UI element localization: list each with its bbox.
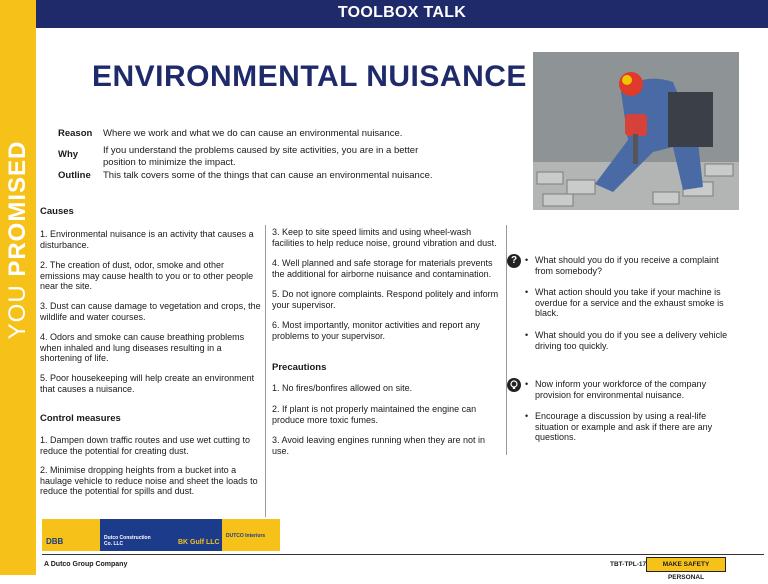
safety-badge: MAKE SAFETY PERSONAL — [646, 557, 726, 572]
question-item: • What should you do if you see a delivery vehicle driving too quickly. — [535, 330, 735, 351]
header-bar — [36, 0, 768, 28]
page-title: ENVIRONMENTAL NUISANCE — [92, 60, 527, 93]
meta-value-outline: This talk covers some of the things that can cause an environmental nuisance. — [103, 170, 433, 181]
logo-bk-gulf-text: BK Gulf LLC — [178, 539, 220, 546]
logo-dutco-interiors — [222, 519, 280, 551]
meta-key-why: Why — [58, 149, 79, 160]
question-icon: ? — [507, 254, 521, 268]
meta-value-why: If you understand the problems caused by site activities, you are in a better position to minimize the impact. — [103, 145, 419, 168]
measure-item: 4. Well planned and safe storage for materials prevents the additional for airborne nuisance and contamination. — [272, 258, 493, 279]
causes-column — [40, 206, 265, 496]
measure-item: 6. Most importantly, monitor activities and report any problems to your supervisor. — [272, 320, 480, 341]
side-word-1: YOU — [4, 276, 31, 340]
precaution-item: 2. If plant is not properly maintained the engine can produce more toxic fumes. — [272, 404, 477, 425]
document-code: TBT-TPL-17 — [610, 561, 647, 568]
logo-dutco-construction-text: Dutco Construction Co. LLC — [104, 535, 151, 547]
control-heading: Control measures — [40, 413, 121, 424]
logo-dutco-interiors-text: DUTCO Interiors — [226, 533, 266, 539]
question-item: • What action should you take if your machine is overdue for a service and the exhaust smoke is black. — [535, 287, 735, 319]
lightbulb-icon — [507, 378, 521, 392]
meta-key-reason: Reason — [58, 128, 93, 139]
action-item: • Now inform your workforce of the company provision for environmental nuisance. — [535, 379, 735, 400]
company-logos — [42, 519, 280, 551]
control-item: 1. Dampen down traffic routes and use wet cutting to reduce the potential for creating dust. — [40, 435, 250, 456]
question-item: • What should you do if you receive a complaint from somebody? — [535, 255, 735, 276]
header-label: TOOLBOX TALK — [337, 4, 467, 21]
measure-item: 3. Keep to site speed limits and using wheel-wash facilities to help reduce noise, ground vibration and dust. — [272, 227, 497, 248]
logo-dbb — [42, 519, 100, 551]
precaution-item: 3. Avoid leaving engines running when they are not in use. — [272, 435, 485, 456]
cause-item: 5. Poor housekeeping will help create an environment that causes a nuisance. — [40, 373, 255, 394]
action-item: • Encourage a discussion by using a real-life situation or example and ask if there are any questions. — [535, 411, 735, 443]
worker-illustration — [533, 52, 739, 210]
meta-key-outline: Outline — [58, 170, 91, 181]
footer-divider — [42, 554, 764, 555]
side-banner-text — [4, 141, 32, 340]
column-divider — [265, 225, 266, 517]
cause-item: 2. The creation of dust, odor, smoke and other emissions may cause health to you or to other people near the site. — [40, 260, 254, 291]
worker-photo — [533, 52, 739, 210]
cause-item: 3. Dust can cause damage to vegetation and crops, the wildlife and water courses. — [40, 301, 261, 322]
control-item: 2. Minimise dropping heights from a bucket into a haulage vehicle to reduce noise and sheet the loads to reduce the potential for spills and dust. — [40, 465, 258, 496]
precaution-item: 1. No fires/bonfires allowed on site. — [272, 383, 413, 393]
footer-company: A Dutco Group Company — [44, 561, 128, 568]
side-word-2: PROMISED — [4, 140, 31, 277]
meta-value-reason: Where we work and what we do can cause an environmental nuisance. — [103, 128, 403, 139]
cause-item: 4. Odors and smoke can cause breathing problems when inhaled and lung diseases resulting in a shortening of life. — [40, 332, 245, 363]
logo-dutco-construction — [100, 519, 160, 551]
measure-item: 5. Do not ignore complaints. Respond politely and inform your supervisor. — [272, 289, 499, 310]
cause-item: 1. Environmental nuisance is an activity that causes a disturbance. — [40, 229, 254, 250]
logo-dbb-text: DBB — [46, 537, 64, 546]
causes-heading: Causes — [40, 206, 74, 217]
side-banner — [0, 0, 36, 575]
precautions-heading: Precautions — [272, 362, 327, 373]
logo-bk-gulf — [160, 519, 222, 551]
